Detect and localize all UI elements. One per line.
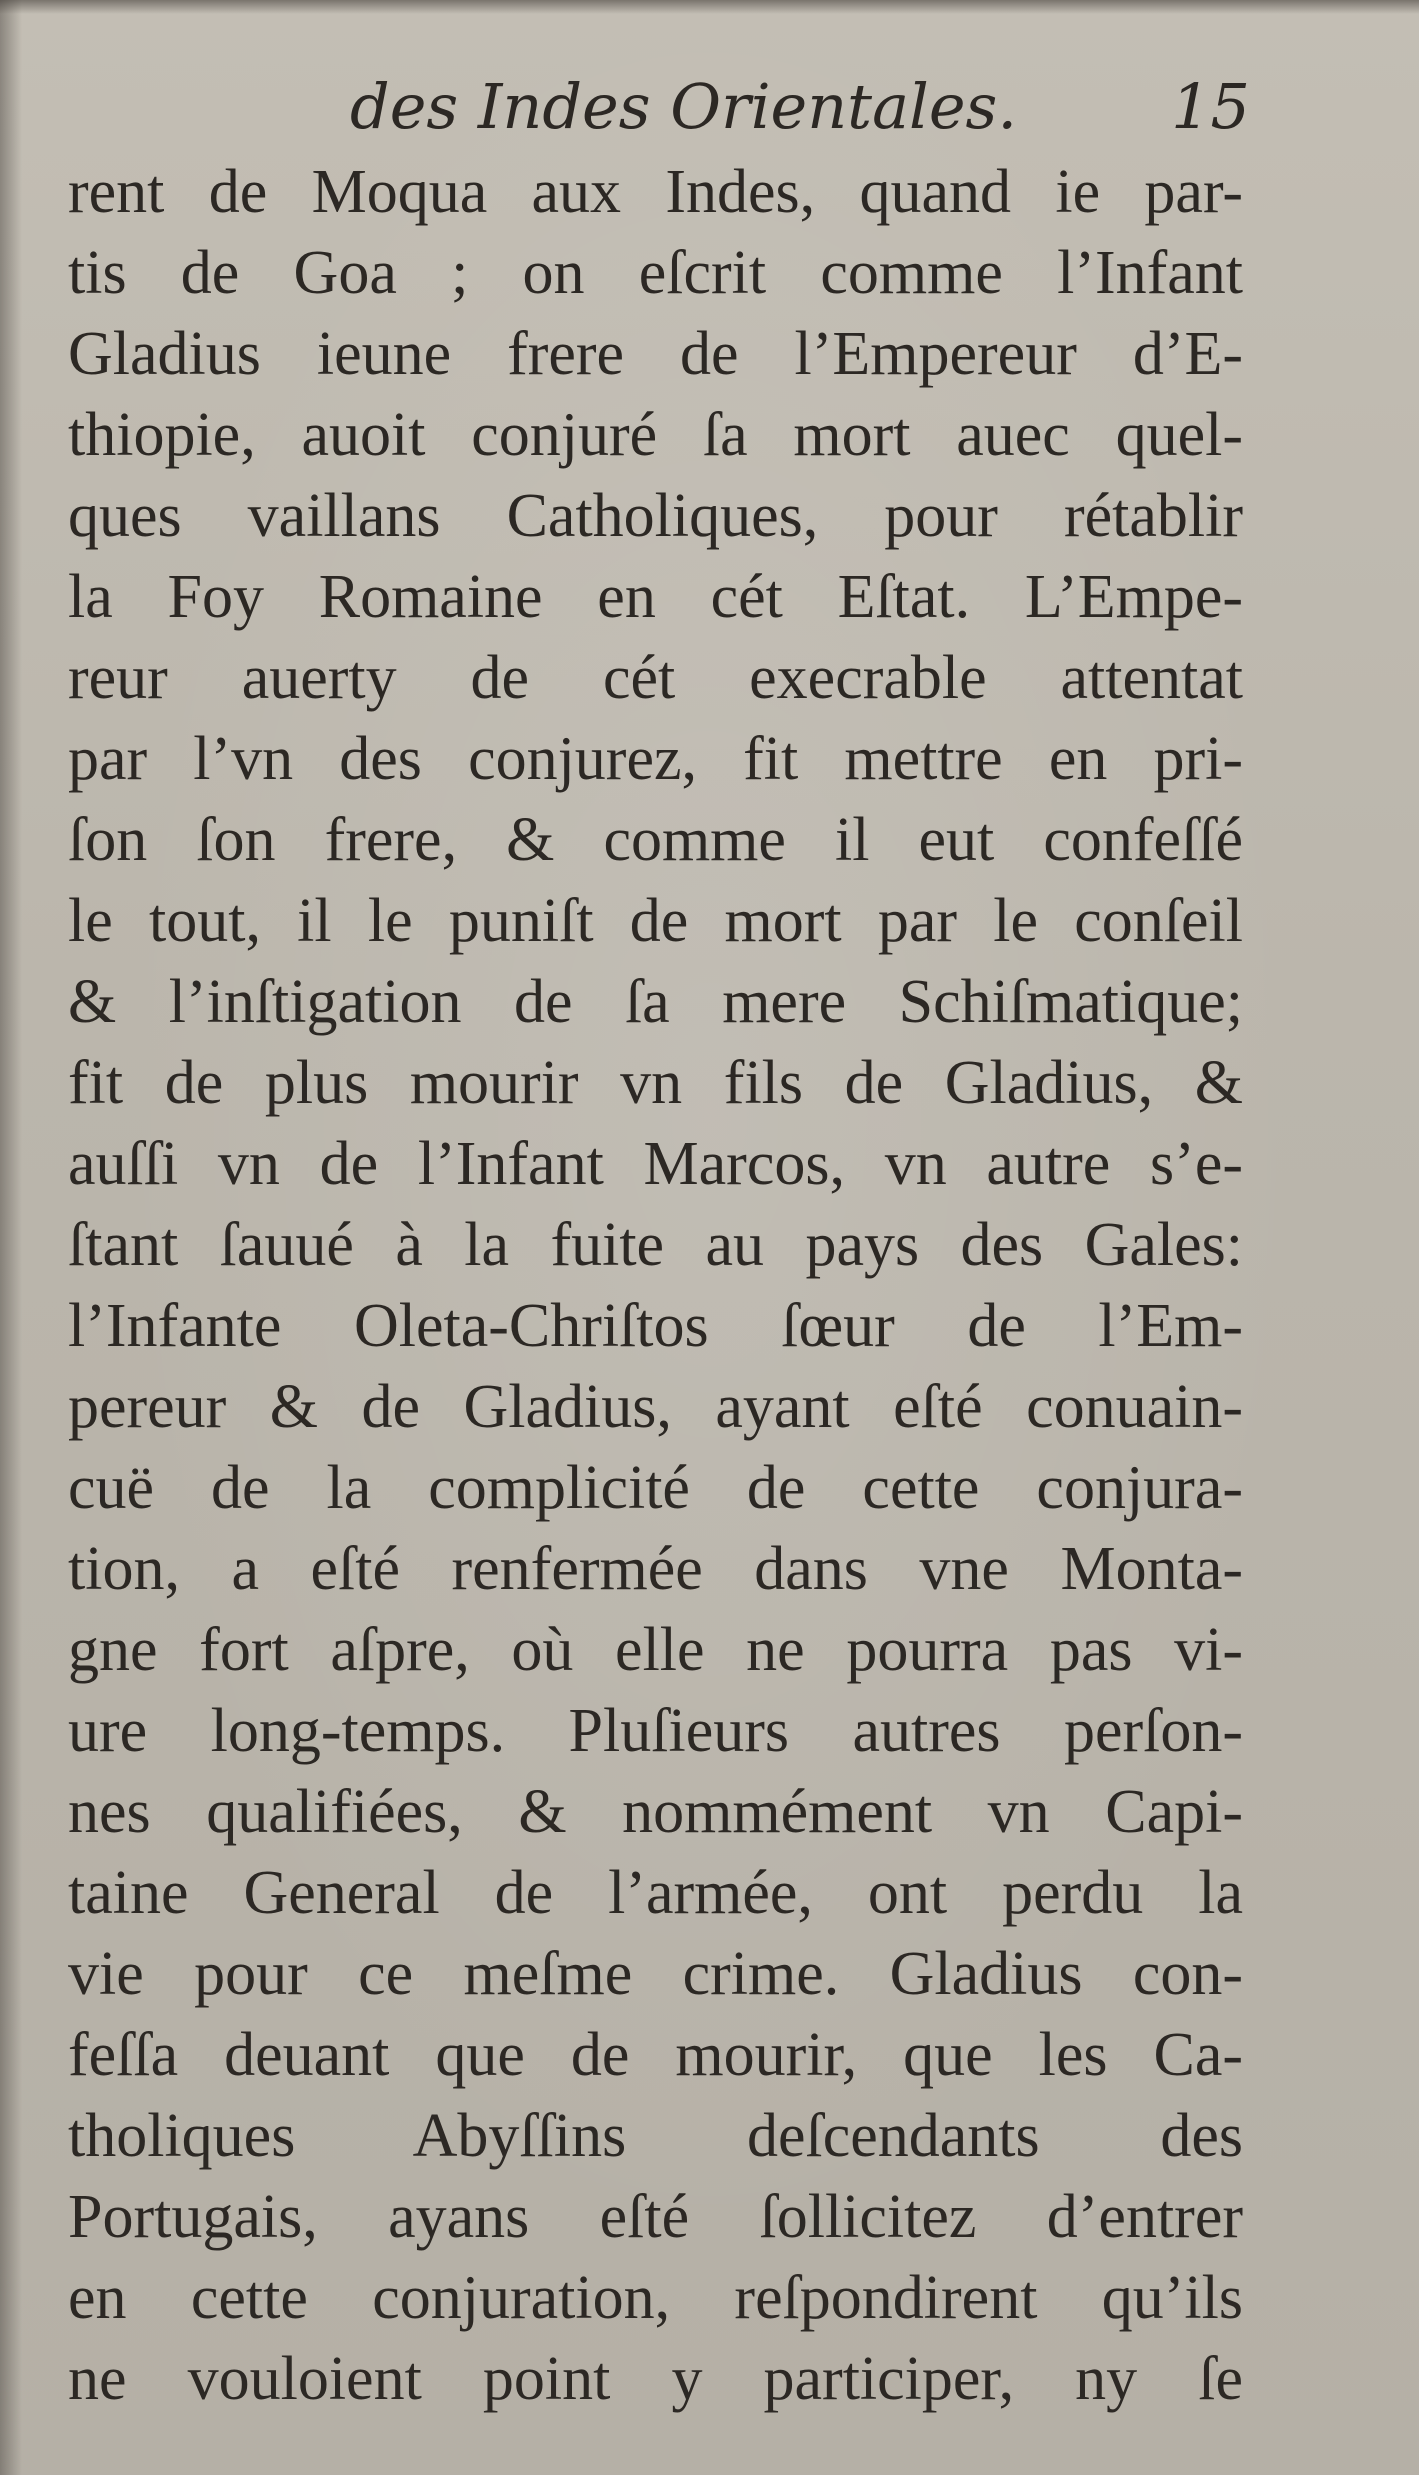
text-line: le tout, il le puniſt de mort par le conſeil: [68, 887, 1243, 955]
text-line: ques vaillans Catholiques, pour rétablir: [68, 482, 1243, 550]
body-text: [68, 152, 1243, 2420]
text-line: feſſa deuant que de mourir, que les Ca-: [68, 2021, 1243, 2089]
text-line: pereur & de Gladius, ayant eſté conuain-: [68, 1373, 1243, 1441]
text-line: fit de plus mourir vn fils de Gladius, &: [68, 1049, 1243, 1117]
text-line: ſon ſon frere, & comme il eut confeſſé: [68, 806, 1243, 874]
text-line: reur auerty de cét execrable attentat: [68, 644, 1243, 712]
text-line: Portugais, ayans eſté ſollicitez d’entrer: [68, 2183, 1243, 2251]
text-line: thiopie, auoit conjuré ſa mort auec quel-: [68, 401, 1243, 469]
page-gutter-shadow: [0, 0, 22, 2475]
page-top-shadow: [0, 0, 1419, 14]
text-line: auſſi vn de l’Infant Marcos, vn autre s’e-: [68, 1130, 1243, 1198]
running-head: [70, 62, 1250, 152]
text-line: gne fort aſpre, où elle ne pourra pas vi-: [68, 1616, 1243, 1684]
text-line: taine General de l’armée, ont perdu la: [68, 1859, 1243, 1927]
text-line: ſtant ſauué à la fuite au pays des Gales:: [68, 1211, 1243, 1279]
running-head-title: des Indes Orientales.: [350, 70, 1018, 143]
text-line: nes qualifiées, & nommément vn Capi-: [68, 1778, 1243, 1846]
text-line: rent de Moqua aux Indes, quand ie par-: [68, 158, 1243, 226]
text-line: tholiques Abyſſins deſcendants des: [68, 2102, 1243, 2170]
text-line: la Foy Romaine en cét Eſtat. L’Empe-: [68, 563, 1243, 631]
text-line: Gladius ieune frere de l’Empereur d’E-: [68, 320, 1243, 388]
page-number: 15: [1171, 70, 1250, 143]
text-line: en cette conjuration, reſpondirent qu’ils: [68, 2264, 1243, 2332]
text-line: tion, a eſté renfermée dans vne Monta-: [68, 1535, 1243, 1603]
text-line: & l’inſtigation de ſa mere Schiſmatique;: [68, 968, 1243, 1036]
text-line: ne vouloient point y participer, ny ſe: [68, 2345, 1243, 2413]
text-line: cuë de la complicité de cette conjura-: [68, 1454, 1243, 1522]
text-line: par l’vn des conjurez, fit mettre en pri-: [68, 725, 1243, 793]
text-line: vie pour ce meſme crime. Gladius con-: [68, 1940, 1243, 2008]
text-line: ure long-temps. Pluſieurs autres perſon-: [68, 1697, 1243, 1765]
text-line: tis de Goa ; on eſcrit comme l’Infant: [68, 239, 1243, 307]
text-line: l’Infante Oleta-Chriſtos ſœur de l’Em-: [68, 1292, 1243, 1360]
